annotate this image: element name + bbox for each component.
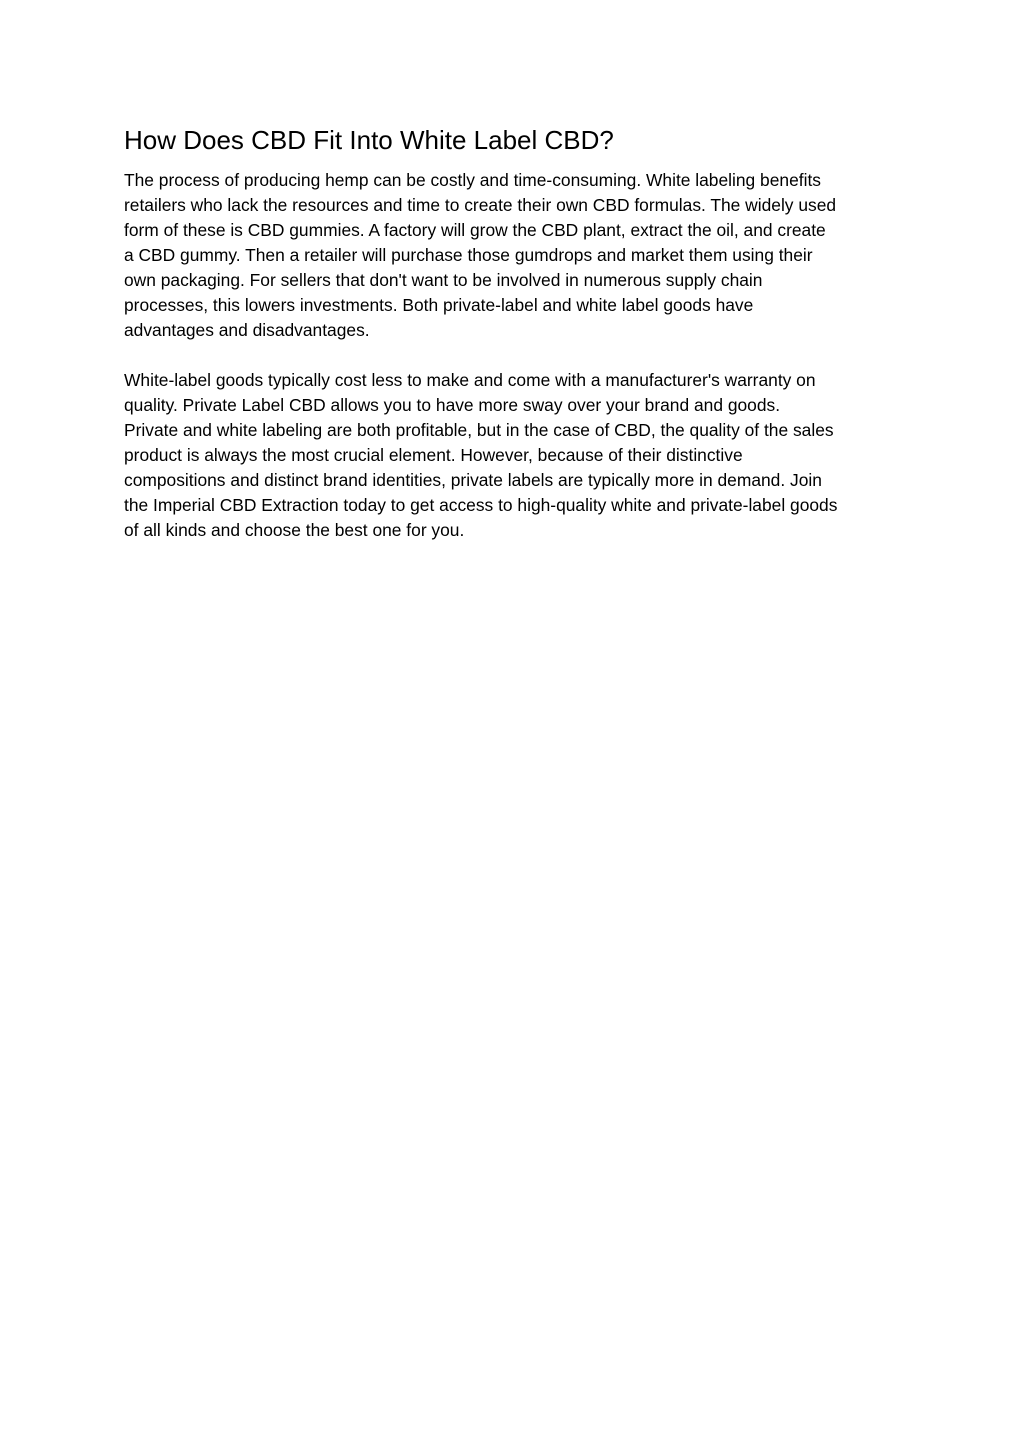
paragraph-line: form of these is CBD gummies. A factory will grow the CBD plant, extract the oil, and create: [124, 220, 826, 240]
paragraph-line: the Imperial CBD Extraction today to get access to high-quality white and private-label goods: [124, 495, 838, 515]
paragraph-line: quality. Private Label CBD allows you to have more sway over your brand and goods.: [124, 395, 781, 415]
document-body: [124, 124, 902, 543]
paragraph-line: retailers who lack the resources and time to create their own CBD formulas. The widely used: [124, 195, 837, 215]
paragraph-line: advantages and disadvantages.: [124, 320, 370, 340]
paragraph-line: White-label goods typically cost less to make and come with a manufacturer's warranty on: [124, 370, 816, 390]
paragraph-line: processes, this lowers investments. Both private-label and white label goods have: [124, 295, 754, 315]
paragraph-line: compositions and distinct brand identities, private labels are typically more in demand. Join: [124, 470, 822, 490]
paragraph-line: own packaging. For sellers that don't want to be involved in numerous supply chain: [124, 270, 763, 290]
paragraph-1: [124, 168, 902, 343]
paragraph-line: of all kinds and choose the best one for you.: [124, 520, 465, 540]
paragraph-line: a CBD gummy. Then a retailer will purchase those gumdrops and market them using their: [124, 245, 813, 265]
document-title: How Does CBD Fit Into White Label CBD?: [124, 125, 614, 155]
paragraph-line: product is always the most crucial element. However, because of their distinctive: [124, 445, 743, 465]
paragraph-line: Private and white labeling are both profitable, but in the case of CBD, the quality of the sales: [124, 420, 834, 440]
paragraph-line: The process of producing hemp can be costly and time-consuming. White labeling benefits: [124, 170, 821, 190]
paragraph-2: [124, 368, 902, 543]
